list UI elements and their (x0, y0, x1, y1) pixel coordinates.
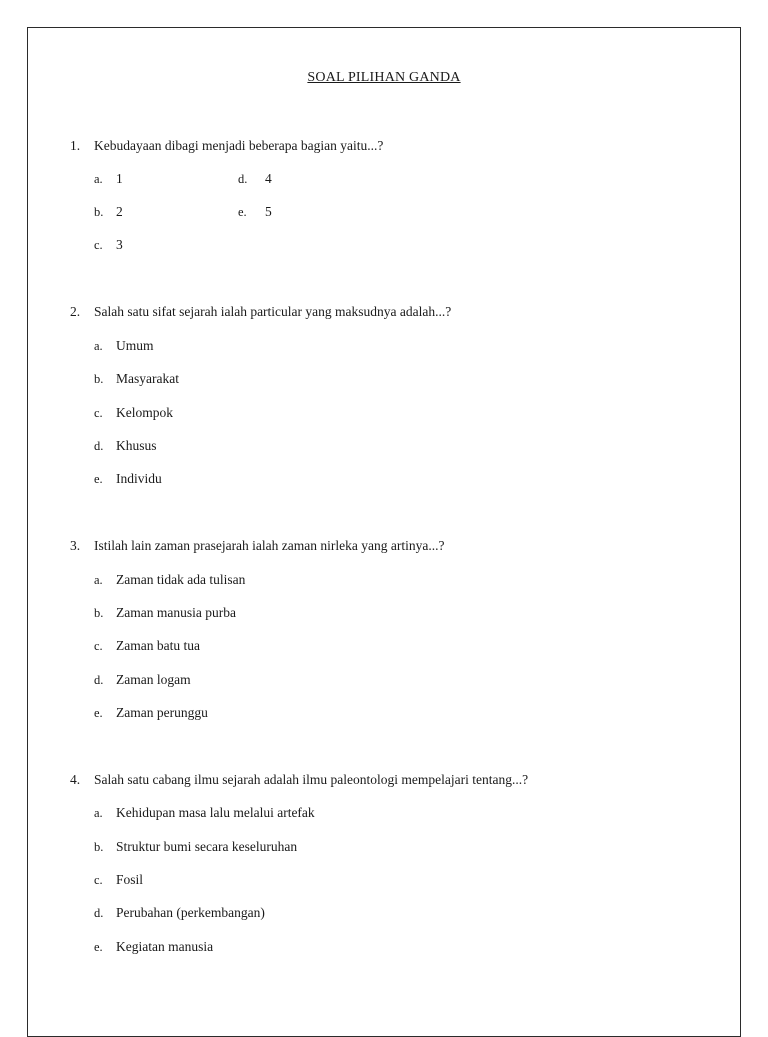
option-1d (238, 171, 272, 187)
option-4b (94, 839, 297, 855)
option-letter: e. (94, 940, 103, 954)
option-letter: d. (94, 439, 104, 453)
option-letter: b. (94, 606, 104, 620)
option-text: Zaman tidak ada tulisan (116, 572, 246, 587)
option-letter: c. (94, 873, 103, 887)
option-letter: c. (94, 639, 103, 653)
question-text: Salah satu cabang ilmu sejarah adalah ilmu paleontologi mempelajari tentang...? (94, 772, 529, 787)
option-1a (94, 171, 123, 187)
option-letter: e. (94, 472, 103, 486)
option-letter: b. (94, 205, 104, 219)
option-3e (94, 705, 208, 721)
option-letter: a. (94, 172, 103, 186)
option-text: Kelompok (116, 405, 173, 420)
question-1 (70, 138, 383, 154)
option-letter: d. (94, 906, 104, 920)
option-3d (94, 672, 191, 688)
option-4e (94, 939, 213, 955)
option-text: Zaman batu tua (116, 638, 200, 653)
question-2 (70, 304, 451, 320)
option-letter: d. (238, 172, 248, 186)
option-letter: c. (94, 406, 103, 420)
option-2e (94, 471, 162, 487)
option-letter: b. (94, 372, 104, 386)
question-number: 3. (70, 538, 81, 553)
option-text: 1 (116, 171, 123, 186)
option-2c (94, 405, 173, 421)
question-text: Salah satu sifat sejarah ialah particular yang maksudnya adalah...? (94, 304, 452, 319)
option-4c (94, 872, 143, 888)
option-text: Struktur bumi secara keseluruhan (116, 839, 298, 854)
option-text: Fosil (116, 872, 144, 887)
option-2a (94, 338, 154, 354)
question-3 (70, 538, 444, 554)
option-1b (94, 204, 123, 220)
option-letter: d. (94, 673, 104, 687)
question-number: 1. (70, 138, 81, 153)
option-text: Kegiatan manusia (116, 939, 214, 954)
page-title: SOAL PILIHAN GANDA (307, 70, 461, 85)
option-text: Perubahan (perkembangan) (116, 905, 265, 920)
option-text: Zaman perunggu (116, 705, 208, 720)
option-text: Kehidupan masa lalu melalui artefak (116, 805, 315, 820)
question-4 (70, 772, 528, 788)
option-1e (238, 204, 272, 220)
option-3b (94, 605, 236, 621)
option-letter: c. (94, 238, 103, 252)
option-3c (94, 638, 200, 654)
option-2b (94, 371, 179, 387)
option-text: Individu (116, 471, 162, 486)
option-letter: b. (94, 840, 104, 854)
question-number: 4. (70, 772, 81, 787)
option-letter: a. (94, 339, 103, 353)
option-text: Zaman logam (116, 672, 191, 687)
option-4a (94, 805, 315, 821)
option-text: Zaman manusia purba (116, 605, 236, 620)
option-2d (94, 438, 157, 454)
option-text: Umum (116, 338, 154, 353)
option-1c (94, 237, 123, 253)
option-letter: e. (238, 205, 247, 219)
question-text: Istilah lain zaman prasejarah ialah zaman nirleka yang artinya...? (94, 538, 445, 553)
option-letter: a. (94, 806, 103, 820)
question-text: Kebudayaan dibagi menjadi beberapa bagian yaitu...? (94, 138, 384, 153)
option-letter: a. (94, 573, 103, 587)
option-letter: e. (94, 706, 103, 720)
option-text: 2 (116, 204, 123, 219)
option-text: 3 (116, 237, 123, 252)
option-text: Khusus (116, 438, 157, 453)
option-3a (94, 572, 245, 588)
option-4d (94, 905, 265, 921)
option-text: Masyarakat (116, 371, 179, 386)
option-text: 4 (265, 171, 272, 186)
question-number: 2. (70, 304, 81, 319)
option-text: 5 (265, 204, 272, 219)
